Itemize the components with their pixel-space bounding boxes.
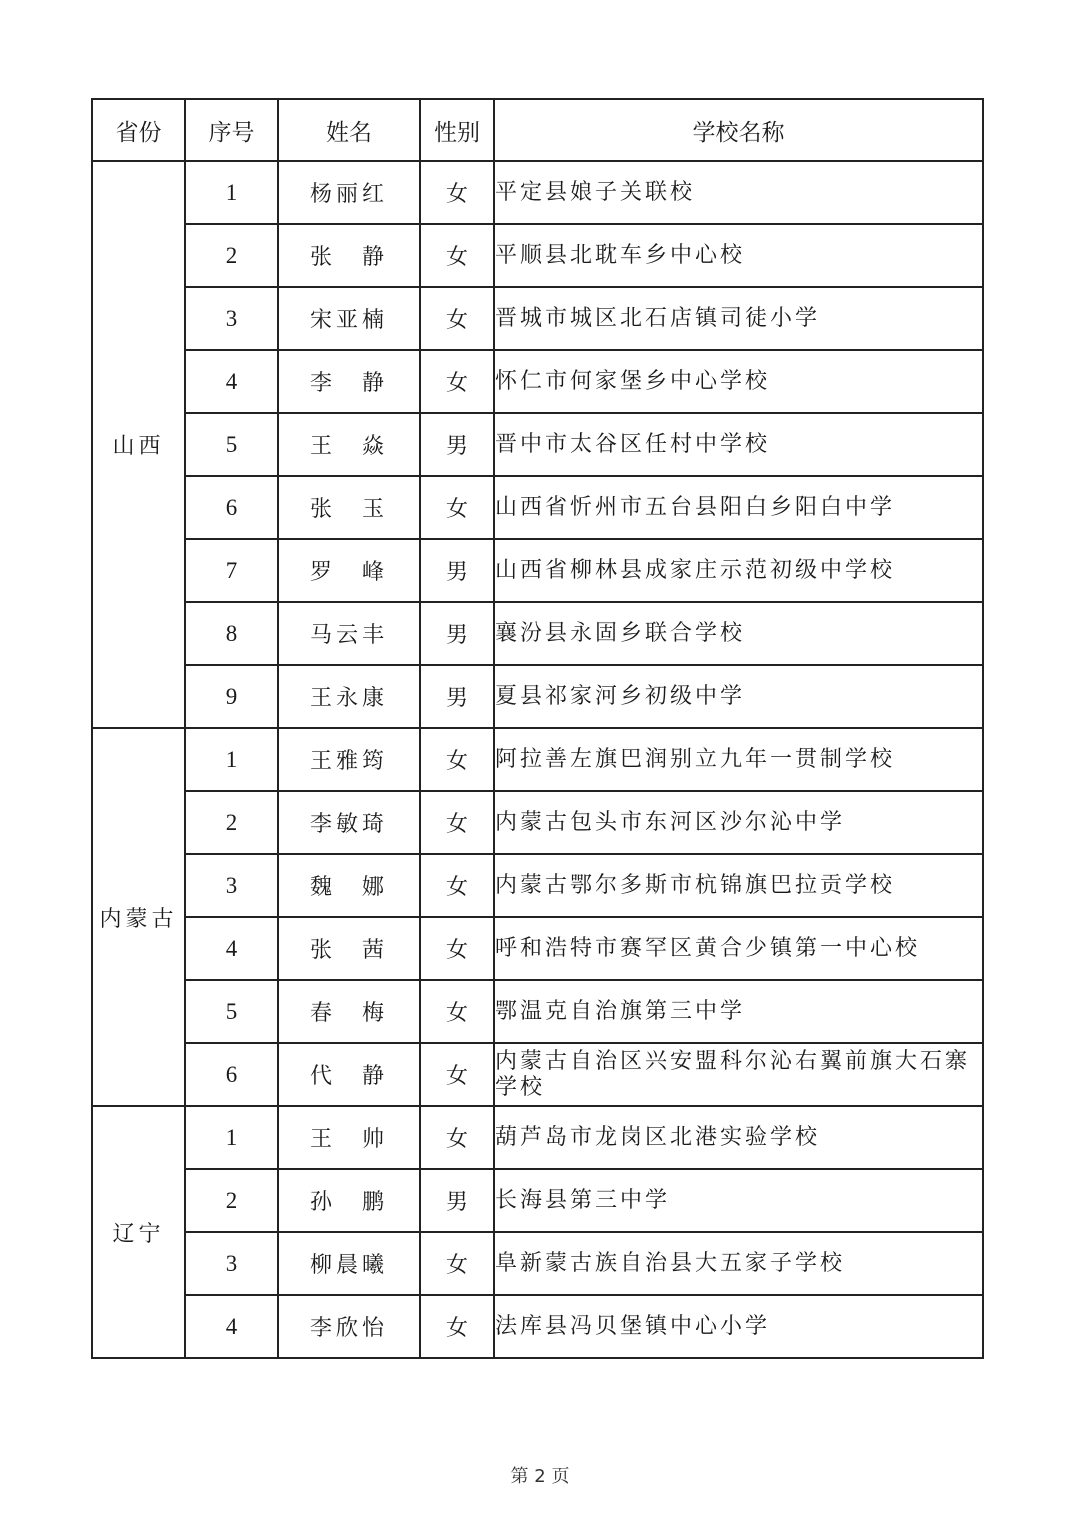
school-cell: 怀仁市何家堡乡中心学校 bbox=[494, 350, 983, 413]
table-row bbox=[92, 1232, 983, 1295]
province-cell: 辽宁 bbox=[92, 1106, 185, 1358]
name-cell: 张 茜 bbox=[278, 917, 420, 980]
gender-cell: 女 bbox=[420, 728, 494, 791]
table-row bbox=[92, 476, 983, 539]
page-number: 第 2 页 bbox=[510, 1466, 570, 1487]
school-cell: 鄂温克自治旗第三中学 bbox=[494, 980, 983, 1043]
school-cell: 呼和浩特市赛罕区黄合少镇第一中心校 bbox=[494, 917, 983, 980]
name-cell: 代 静 bbox=[278, 1043, 420, 1106]
header-index: 序号 bbox=[185, 99, 278, 161]
table-row bbox=[92, 1295, 983, 1358]
table-row bbox=[92, 1043, 983, 1106]
gender-cell: 女 bbox=[420, 1295, 494, 1358]
index-cell: 1 bbox=[185, 1106, 278, 1169]
table-row bbox=[92, 1169, 983, 1232]
gender-cell: 男 bbox=[420, 665, 494, 728]
roster-table bbox=[91, 98, 984, 1359]
school-cell: 平顺县北耽车乡中心校 bbox=[494, 224, 983, 287]
gender-cell: 女 bbox=[420, 1043, 494, 1106]
name-cell: 李敏琦 bbox=[278, 791, 420, 854]
table-row bbox=[92, 980, 983, 1043]
gender-cell: 女 bbox=[420, 350, 494, 413]
table-row bbox=[92, 917, 983, 980]
gender-cell: 女 bbox=[420, 476, 494, 539]
header-gender: 性别 bbox=[420, 99, 494, 161]
name-cell: 王 帅 bbox=[278, 1106, 420, 1169]
name-cell: 春 梅 bbox=[278, 980, 420, 1043]
name-cell: 王 焱 bbox=[278, 413, 420, 476]
name-cell: 罗 峰 bbox=[278, 539, 420, 602]
gender-cell: 女 bbox=[420, 1232, 494, 1295]
gender-cell: 女 bbox=[420, 224, 494, 287]
name-cell: 马云丰 bbox=[278, 602, 420, 665]
index-cell: 4 bbox=[185, 917, 278, 980]
table-row bbox=[92, 413, 983, 476]
index-cell: 1 bbox=[185, 161, 278, 224]
index-cell: 1 bbox=[185, 728, 278, 791]
school-cell: 晋中市太谷区任村中学校 bbox=[494, 413, 983, 476]
table-row bbox=[92, 161, 983, 224]
school-cell: 平定县娘子关联校 bbox=[494, 161, 983, 224]
school-cell: 山西省柳林县成家庄示范初级中学校 bbox=[494, 539, 983, 602]
header-name: 姓名 bbox=[278, 99, 420, 161]
school-cell: 内蒙古鄂尔多斯市杭锦旗巴拉贡学校 bbox=[494, 854, 983, 917]
index-cell: 8 bbox=[185, 602, 278, 665]
index-cell: 6 bbox=[185, 476, 278, 539]
gender-cell: 男 bbox=[420, 602, 494, 665]
index-cell: 2 bbox=[185, 1169, 278, 1232]
index-cell: 2 bbox=[185, 791, 278, 854]
header-row bbox=[92, 99, 983, 161]
name-cell: 李 静 bbox=[278, 350, 420, 413]
school-cell: 法库县冯贝堡镇中心小学 bbox=[494, 1295, 983, 1358]
roster-body bbox=[92, 161, 983, 1358]
index-cell: 5 bbox=[185, 413, 278, 476]
school-cell: 葫芦岛市龙岗区北港实验学校 bbox=[494, 1106, 983, 1169]
index-cell: 3 bbox=[185, 854, 278, 917]
province-cell: 内蒙古 bbox=[92, 728, 185, 1106]
name-cell: 张 静 bbox=[278, 224, 420, 287]
name-cell: 王永康 bbox=[278, 665, 420, 728]
gender-cell: 女 bbox=[420, 854, 494, 917]
school-cell: 阜新蒙古族自治县大五家子学校 bbox=[494, 1232, 983, 1295]
gender-cell: 女 bbox=[420, 791, 494, 854]
table-row bbox=[92, 791, 983, 854]
table-row bbox=[92, 854, 983, 917]
name-cell: 李欣怡 bbox=[278, 1295, 420, 1358]
table-row bbox=[92, 224, 983, 287]
name-cell: 张 玉 bbox=[278, 476, 420, 539]
gender-cell: 女 bbox=[420, 980, 494, 1043]
index-cell: 9 bbox=[185, 665, 278, 728]
school-cell: 襄汾县永固乡联合学校 bbox=[494, 602, 983, 665]
name-cell: 王雅筠 bbox=[278, 728, 420, 791]
index-cell: 4 bbox=[185, 1295, 278, 1358]
gender-cell: 男 bbox=[420, 539, 494, 602]
name-cell: 宋亚楠 bbox=[278, 287, 420, 350]
school-cell: 夏县祁家河乡初级中学 bbox=[494, 665, 983, 728]
index-cell: 5 bbox=[185, 980, 278, 1043]
gender-cell: 男 bbox=[420, 1169, 494, 1232]
table-row bbox=[92, 602, 983, 665]
table-row bbox=[92, 287, 983, 350]
school-cell: 内蒙古包头市东河区沙尔沁中学 bbox=[494, 791, 983, 854]
index-cell: 2 bbox=[185, 224, 278, 287]
table-row bbox=[92, 1106, 983, 1169]
name-cell: 魏 娜 bbox=[278, 854, 420, 917]
index-cell: 4 bbox=[185, 350, 278, 413]
gender-cell: 女 bbox=[420, 1106, 494, 1169]
index-cell: 7 bbox=[185, 539, 278, 602]
gender-cell: 男 bbox=[420, 413, 494, 476]
gender-cell: 女 bbox=[420, 161, 494, 224]
table-row bbox=[92, 665, 983, 728]
school-cell: 阿拉善左旗巴润别立九年一贯制学校 bbox=[494, 728, 983, 791]
school-cell: 长海县第三中学 bbox=[494, 1169, 983, 1232]
gender-cell: 女 bbox=[420, 917, 494, 980]
name-cell: 杨丽红 bbox=[278, 161, 420, 224]
name-cell: 柳晨曦 bbox=[278, 1232, 420, 1295]
school-cell: 内蒙古自治区兴安盟科尔沁右翼前旗大石寨学校 bbox=[494, 1043, 983, 1106]
table-row bbox=[92, 728, 983, 791]
province-cell: 山西 bbox=[92, 161, 185, 728]
table-row bbox=[92, 350, 983, 413]
header-school: 学校名称 bbox=[494, 99, 983, 161]
index-cell: 3 bbox=[185, 287, 278, 350]
gender-cell: 女 bbox=[420, 287, 494, 350]
school-cell: 晋城市城区北石店镇司徒小学 bbox=[494, 287, 983, 350]
header-province: 省份 bbox=[92, 99, 185, 161]
school-cell: 山西省忻州市五台县阳白乡阳白中学 bbox=[494, 476, 983, 539]
table-row bbox=[92, 539, 983, 602]
name-cell: 孙 鹏 bbox=[278, 1169, 420, 1232]
index-cell: 3 bbox=[185, 1232, 278, 1295]
index-cell: 6 bbox=[185, 1043, 278, 1106]
